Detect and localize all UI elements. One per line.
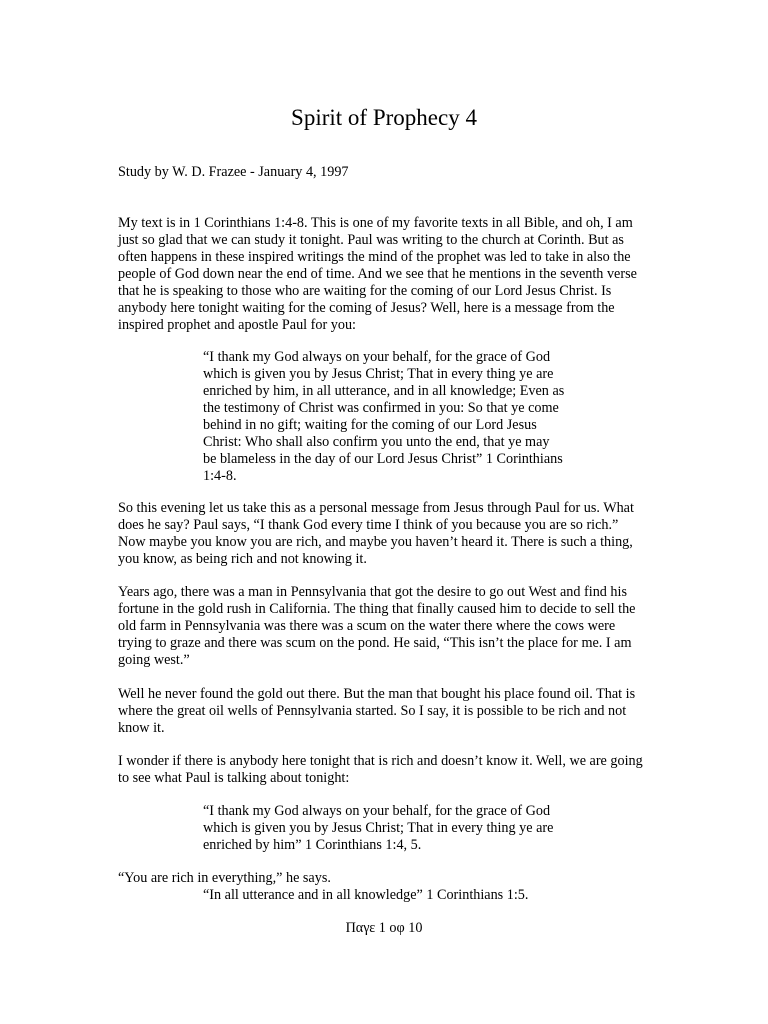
text-line: inspired prophet and apostle Paul for you: [118,317,356,333]
quote-line: be blameless in the day of our Lord Jesus Christ” 1 Corinthians [203,451,563,467]
paragraph-oil [118,686,635,737]
paragraph-rich-message [118,500,634,568]
text-line: Years ago, there was a man in Pennsylvania that got the desire to go out West and find his [118,584,627,600]
quote-line: which is given you by Jesus Christ; That in every thing ye are [203,366,554,382]
paragraph-intro [118,215,637,334]
quote-line: enriched by him, in all utterance, and in all knowledge; Even as [203,383,565,399]
block-quote-3 [203,887,528,904]
quote-line: Christ: Who shall also confirm you unto the end, that ye may [203,434,550,450]
quote-line: 1:4-8. [203,468,237,484]
text-line: just so glad that we can study it tonight. Paul was writing to the church at Corinth. But as [118,232,624,248]
text-line: So this evening let us take this as a personal message from Jesus through Paul for us. What [118,500,634,516]
text-line: I wonder if there is anybody here tonight that is rich and doesn’t know it. Well, we are going [118,753,643,769]
document-title: Spirit of Prophecy 4 [291,105,477,130]
text-line: know it. [118,720,165,736]
quote-line: “I thank my God always on your behalf, for the grace of God [203,803,551,819]
paragraph-wonder [118,753,643,787]
text-line: trying to graze and there was scum on the pond. He said, “This isn’t the place for me. I am [118,635,632,651]
text-line: going west.” [118,652,190,668]
text-line: you know, as being rich and not knowing it. [118,551,367,567]
text-line: anybody here tonight waiting for the coming of Jesus? Well, here is a message from the [118,300,615,316]
text-line: fortune in the gold rush in California. The thing that finally caused him to decide to sell the [118,601,636,617]
byline: Study by W. D. Frazee - January 4, 1997 [118,164,349,180]
text-line: often happens in these inspired writings the mind of the prophet was led to take in also the [118,249,631,265]
quote-line: behind in no gift; waiting for the coming of our Lord Jesus [203,417,537,433]
text-line: does he say? Paul says, “I thank God every time I think of you because you are so rich.” [118,517,619,533]
text-line: “You are rich in everything,” he says. [118,870,331,886]
block-quote-1 [203,349,564,485]
text-line: to see what Paul is talking about tonight: [118,770,350,786]
text-line: Now maybe you know you are rich, and maybe you haven’t heard it. There is such a thing, [118,534,633,550]
quote-line: the testimony of Christ was confirmed in you: So that ye come [203,400,559,416]
paragraph-pennsylvania [118,584,635,669]
quote-line: which is given you by Jesus Christ; That in every thing ye are [203,820,554,836]
text-line: old farm in Pennsylvania was there was a scum on the water there where the cows were [118,618,616,634]
text-line: that he is speaking to those who are waiting for the coming of our Lord Jesus Christ. Is [118,283,612,299]
block-quote-2 [203,803,553,854]
quote-line: enriched by him” 1 Corinthians 1:4, 5. [203,837,422,853]
text-line: people of God down near the end of time. And we see that he mentions in the seventh verse [118,266,637,282]
text-line: Well he never found the gold out there. But the man that bought his place found oil. That is [118,686,636,702]
quote-line: “I thank my God always on your behalf, for the grace of God [203,349,551,365]
text-line: where the great oil wells of Pennsylvania started. So I say, it is possible to be rich and not [118,703,627,719]
paragraph-rich-everything [118,870,331,887]
page-number-footer: Παγε 1 οφ 10 [345,920,423,936]
text-line: My text is in 1 Corinthians 1:4-8. This is one of my favorite texts in all Bible, and oh, I am [118,215,633,231]
quote-line: “In all utterance and in all knowledge” 1 Corinthians 1:5. [203,887,529,903]
